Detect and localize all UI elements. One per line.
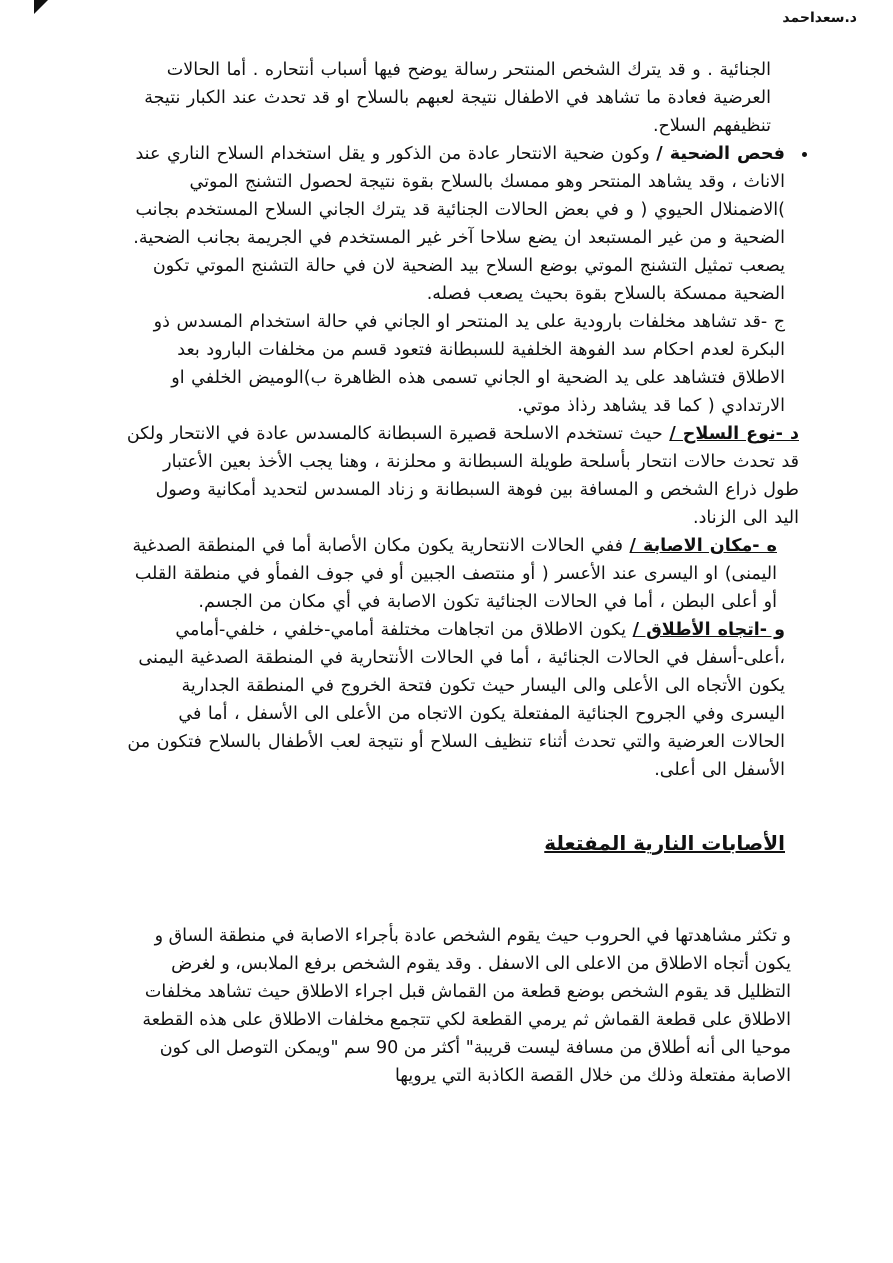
paragraph-firing-direction xyxy=(125,616,785,784)
paragraph-victim-exam xyxy=(125,140,785,252)
paragraph-self-inflicted: و تكثر مشاهدتها في الحروب حيث يقوم الشخص عادة بأجراء الاصابة في منطقة الساق و يكون أتجاه الاطلاق من الاعلى الى الاسفل . وقد يقوم الشخص برفع الملابس، و لغرض التظليل قد يقوم الشخص بوضع قطعة من القماش قبل اجراء الاطلاق حيث تشاهد مخلفات الاطلاق على قطعة القماش ثم يرمي القطعة لكي تتجمع مخلفات الاطلاق على هذه القطعة موحيا الى أنه أطلاق من مسافة ليست قريبة" أكثر من 90 سم "ويمكن التوصل الى كون الاصابة مفتعلة وذلك من خلال القصة الكاذبة التي يرويها xyxy=(142,926,791,1086)
victim-exam-heading: فحص الضحية / xyxy=(656,144,785,164)
firing-direction-text: يكون الاطلاق من اتجاهات مختلفة أمامي-خلفي ، خلفي-أمامي ،أعلى-أسفل في الحالات الجنائية ، أما في الحالات الأنتحارية في المنطقة الصدغية اليمنى يكون الأتجاه الى الأعلى والى اليسار حيث تكون فتحة الخروج في المنطقة الجدارية اليسرى وفي الجروح الجنائية المفتعلة يكون الاتجاه من الأعلى الى الأسفل ، أما في الحالات العرضية والتي تحدث أثناء تنظيف السلاح أو نتيجة لعب الأطفال بالسلاح فتكون من الأسفل الى أعلى. xyxy=(127,620,785,780)
spacer xyxy=(125,858,785,922)
corner-mark xyxy=(34,0,48,14)
paragraph-gunpowder-residue: ج -قد تشاهد مخلفات بارودية على يد المنتحر او الجاني في حالة استخدام المسدس ذو البكرة لعدم احكام سد الفوهة الخلفية للسبطانة فتعود قسم من مخلفات البارود بعد الاطلاق فتشاهد على يد الضحية او الجاني تسمى هذه الظاهرة ب)الوميض الخلفي او الارتدادي ( كما قد يشاهد رذاذ موتي. xyxy=(153,312,785,416)
author-name: د.سعداحمد xyxy=(782,10,857,26)
section-title: الأصابات النارية المفتعلة xyxy=(544,831,785,855)
document-body xyxy=(125,56,799,1090)
paragraph-wound-location xyxy=(125,532,777,616)
victim-exam-text: وكون ضحية الانتحار عادة من الذكور و يقل استخدام السلاح الناري عند الاناث ، وقد يشاهد المنتحر وهو ممسك بالسلاح بقوة نتيجة لحصول التشنج الموتي )الاضمنلال الحيوي ( و في بعض الحالات الجنائية قد يترك الجاني السلاح المستخدم بجانب الضحية و من غير المستبعد ان يضع سلاحا آخر غير المستخدم في الجريمة بجانب الضحية. xyxy=(133,144,785,248)
firing-direction-heading: و -اتجاه الأطلاق / xyxy=(632,620,785,640)
wound-location-heading: ه -مكان الاصابة / xyxy=(629,536,777,556)
paragraph-cadaveric-spasm: يصعب تمثيل التشنج الموتي بوضع السلاح بيد الضحية لان في حالة التشنج الموتي تكون الضحية ممسكة بالسلاح بقوة بحيث يصعب فصله. xyxy=(152,256,785,304)
paragraph-weapon-type xyxy=(125,420,799,532)
wound-location-text: ففي الحالات الانتحارية يكون مكان الأصابة أما في المنطقة الصدغية اليمنى) او اليسرى عند الأعسر ( أو منتصف الجبين أو في جوف الفمأو في منطقة القلب أو أعلى البطن ، أما في الحالات الجنائية تكون الاصابة في أي مكان من الجسم. xyxy=(132,536,777,612)
weapon-type-heading: د -نوع السلاح / xyxy=(669,424,799,444)
paragraph-suicide-note: الجنائية . و قد يترك الشخص المنتحر رسالة يوضح فيها أسباب أنتحاره . أما الحالات العرضية فعادة ما تشاهد في الاطفال نتيجة لعبهم بالسلاح او قد تحدث عند الكبار نتيجة تنظيفهم السلاح. xyxy=(144,60,771,136)
weapon-type-text: حيث تستخدم الاسلحة قصيرة السبطانة كالمسدس عادة في الانتحار ولكن قد تحدث حالات انتحار بأسلحة طويلة السبطانة و محلزنة ، وهنا يجب الأخذ بعين الأعتبار طول ذراع الشخص و المسافة بين فوهة السبطانة و زناد المسدس لتحديد أمكانية وصول اليد الى الزناد. xyxy=(126,424,799,528)
